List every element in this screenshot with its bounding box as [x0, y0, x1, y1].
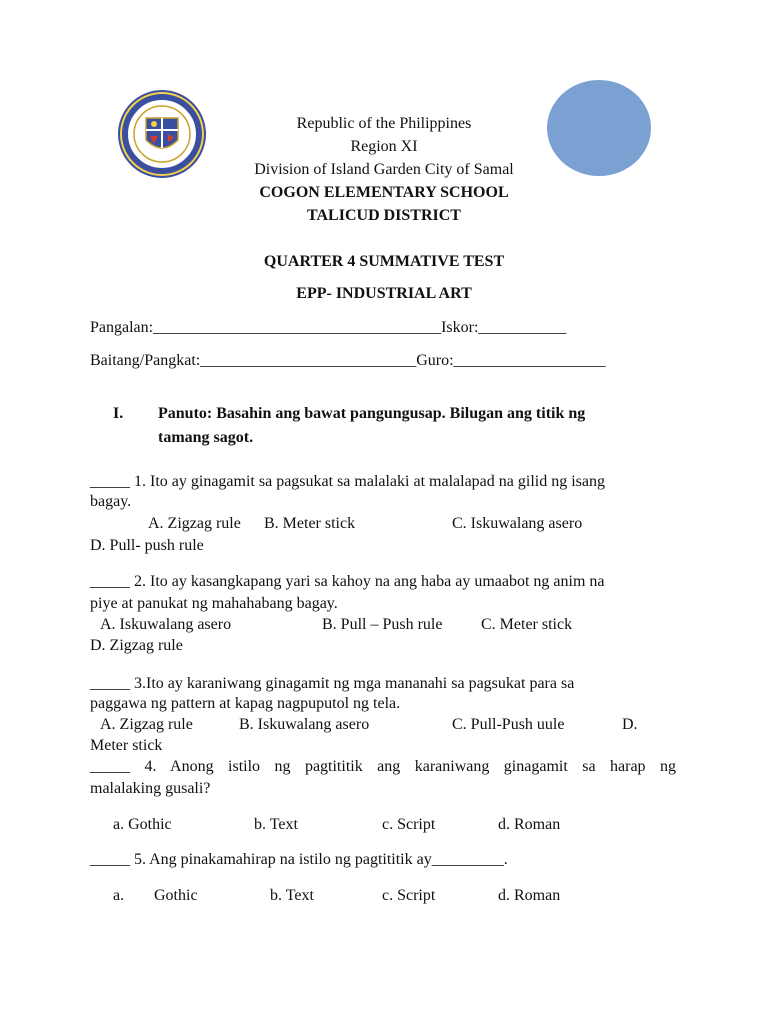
question-5-choice-c: c. Script — [382, 887, 436, 904]
grade-teacher-field: Baitang/Pangkat:___________________________Guro:___________________ — [90, 352, 606, 369]
question-5-text: _____ 5. Ang pinakamahirap na istilo ng pagtititik ay_________. — [90, 851, 508, 868]
test-title: QUARTER 4 SUMMATIVE TEST — [263, 253, 505, 270]
subject-title: EPP- INDUSTRIAL ART — [296, 285, 472, 302]
question-1-choice-d: D. Pull- push rule — [90, 537, 204, 554]
header-division: Division of Island Garden City of Samal — [254, 161, 514, 178]
question-1-choice-a: A. Zigzag rule — [148, 515, 241, 532]
question-2-choice-c: C. Meter stick — [481, 616, 573, 633]
question-2-text-cont: piye at panukat ng mahahabang bagay. — [90, 595, 338, 612]
question-1-choice-c: C. Iskuwalang asero — [452, 515, 583, 532]
question-3-choice-a: A. Zigzag rule — [100, 716, 193, 733]
question-3-choice-b: B. Iskuwalang asero — [239, 716, 370, 733]
question-4-choice-d: d. Roman — [498, 816, 561, 833]
question-4-choice-b: b. Text — [254, 816, 298, 833]
question-3-choice-d: D. — [622, 716, 638, 733]
question-2-choice-b: B. Pull – Push rule — [322, 616, 443, 633]
question-5-choice-a: Gothic — [154, 887, 198, 904]
question-2-choice-d: D. Zigzag rule — [90, 637, 183, 654]
header-region: Region XI — [350, 138, 418, 155]
question-4-choice-c: c. Script — [382, 816, 436, 833]
question-4-text-cont: malalaking gusali? — [90, 780, 211, 797]
question-1-choice-b: B. Meter stick — [264, 515, 356, 532]
question-5-choice-a-letter: a. — [113, 887, 125, 904]
header-district: TALICUD DISTRICT — [307, 207, 461, 224]
question-3-text: _____ 3.Ito ay karaniwang ginagamit ng mga mananahi sa pagsukat para sa — [90, 675, 575, 692]
question-3-choice-c: C. Pull-Push uule — [452, 716, 565, 733]
question-4-choice-a: a. Gothic — [113, 816, 172, 833]
question-1-text-cont: bagay. — [90, 493, 132, 510]
instruction-line-1: Panuto: Basahin ang bawat pangungusap. Bilugan ang titik ng — [158, 405, 586, 422]
question-4-text: _____ 4. Anong istilo ng pagtititik ang karaniwang ginagamit sa harap ng — [90, 758, 676, 775]
question-1-text: _____ 1. Ito ay ginagamit sa pagsukat sa malalaki at malalapad na gilid ng isang — [90, 473, 605, 490]
instruction-line-2: tamang sagot. — [158, 429, 254, 446]
question-3-choice-d-cont: Meter stick — [90, 737, 163, 754]
question-5-choice-d: d. Roman — [498, 887, 561, 904]
question-3-text-cont: paggawa ng pattern at kapag nagpuputol ng tela. — [90, 695, 401, 712]
name-score-field: Pangalan:____________________________________Iskor:___________ — [90, 319, 567, 336]
instruction-numeral: I. — [113, 405, 124, 422]
question-5-choice-b: b. Text — [270, 887, 314, 904]
header-republic: Republic of the Philippines — [296, 115, 472, 132]
question-2-choice-a: A. Iskuwalang asero — [100, 616, 232, 633]
header-school: COGON ELEMENTARY SCHOOL — [259, 184, 509, 201]
question-2-text: _____ 2. Ito ay kasangkapang yari sa kahoy na ang haba ay umaabot ng anim na — [90, 573, 605, 590]
